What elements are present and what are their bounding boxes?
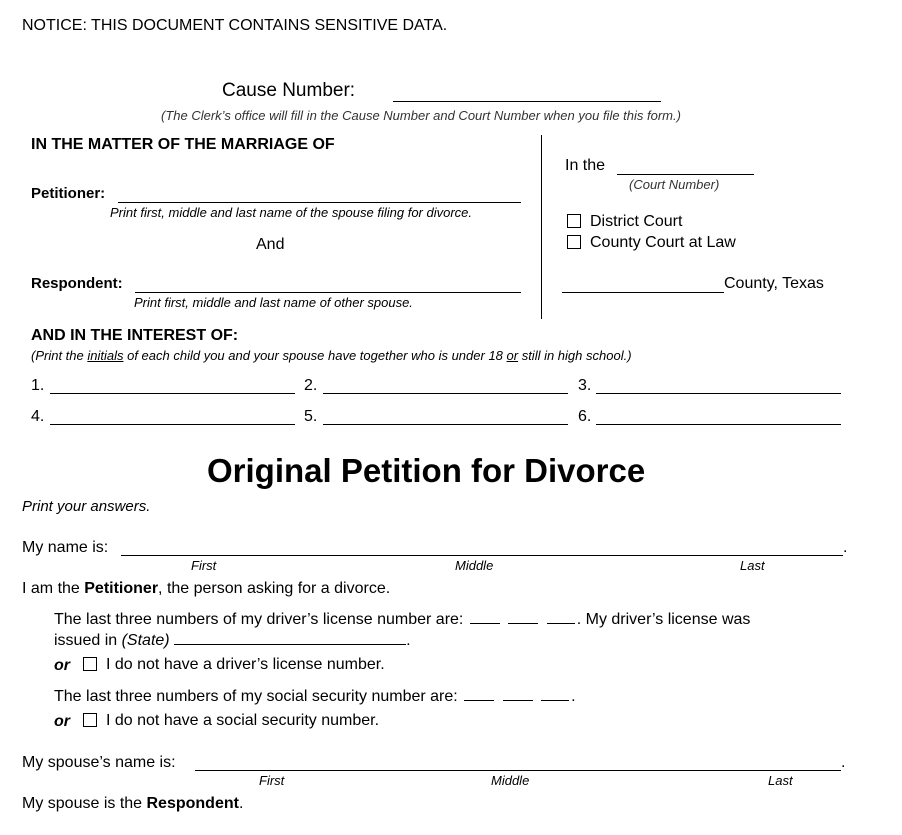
license-question: The last three numbers of my driver’s license number are: . My driver’s license was — [54, 611, 751, 628]
petitioner-label: Petitioner: — [31, 185, 106, 202]
spouse-name-field[interactable] — [195, 770, 841, 771]
my-name-first-hint: First — [191, 558, 217, 573]
ssn-digit-3-field[interactable] — [541, 699, 569, 701]
license-digit-2-field[interactable] — [508, 622, 538, 624]
license-or: or — [54, 657, 70, 674]
spouse-name-label: My spouse’s name is: — [22, 754, 176, 771]
child-initials-field-4[interactable] — [50, 424, 295, 425]
ssn-or: or — [54, 713, 70, 730]
cause-number-label: Cause Number: — [222, 80, 356, 101]
license-state-line: issued in (State) . — [54, 632, 411, 649]
county-texas-label: County, Texas — [724, 275, 824, 292]
child-initials-field-6[interactable] — [596, 424, 841, 425]
children-note: (Print the initials of each child you and your spouse have together who is under 18 or still in high school.) — [31, 348, 632, 363]
spouse-name-first-hint: First — [259, 773, 285, 788]
petitioner-statement: I am the Petitioner, the person asking for a divorce. — [22, 580, 391, 597]
child-initials-field-1[interactable] — [50, 393, 295, 394]
court-number-field[interactable] — [617, 174, 754, 175]
child-initials-field-3[interactable] — [596, 393, 841, 394]
no-ssn-checkbox[interactable] — [83, 713, 97, 727]
my-name-period: . — [843, 539, 848, 556]
child-number-5: 5. — [304, 408, 318, 425]
license-digit-1-field[interactable] — [470, 622, 500, 624]
respondent-label: Respondent: — [31, 275, 123, 292]
license-digit-3-field[interactable] — [547, 622, 575, 624]
matter-heading: IN THE MATTER OF THE MARRIAGE OF — [31, 136, 335, 153]
document-title: Original Petition for Divorce — [207, 452, 646, 489]
county-court-checkbox[interactable] — [567, 235, 581, 249]
my-name-middle-hint: Middle — [455, 558, 494, 573]
instructions: Print your answers. — [22, 498, 151, 515]
no-ssn-label: I do not have a social security number. — [106, 712, 380, 729]
my-name-last-hint: Last — [740, 558, 765, 573]
children-heading: AND IN THE INTEREST OF: — [31, 327, 239, 344]
caption-divider — [541, 135, 542, 319]
district-court-checkbox[interactable] — [567, 214, 581, 228]
ssn-digit-2-field[interactable] — [503, 699, 533, 701]
county-court-label: County Court at Law — [590, 234, 736, 251]
child-number-6: 6. — [578, 408, 592, 425]
and-text: And — [256, 236, 285, 253]
district-court-label: District Court — [590, 213, 683, 230]
petitioner-hint: Print first, middle and last name of the spouse filing for divorce. — [110, 205, 473, 220]
license-state-field[interactable] — [174, 643, 406, 645]
my-name-field[interactable] — [121, 555, 843, 556]
no-license-checkbox[interactable] — [83, 657, 97, 671]
spouse-name-last-hint: Last — [768, 773, 793, 788]
my-name-label: My name is: — [22, 539, 109, 556]
no-license-label: I do not have a driver’s license number. — [106, 656, 385, 673]
cause-number-field[interactable] — [393, 101, 661, 102]
county-field[interactable] — [562, 292, 724, 293]
child-number-3: 3. — [578, 377, 592, 394]
spouse-name-period: . — [841, 754, 846, 771]
respondent-name-field[interactable] — [135, 292, 521, 293]
child-number-4: 4. — [31, 408, 45, 425]
spouse-name-middle-hint: Middle — [491, 773, 530, 788]
ssn-question: The last three numbers of my social security number are: . — [54, 688, 576, 705]
child-initials-field-2[interactable] — [323, 393, 568, 394]
child-number-1: 1. — [31, 377, 45, 394]
in-the-label: In the — [565, 157, 606, 174]
petitioner-name-field[interactable] — [118, 202, 521, 203]
ssn-digit-1-field[interactable] — [464, 699, 494, 701]
sensitive-data-notice: NOTICE: THIS DOCUMENT CONTAINS SENSITIVE DATA. — [22, 17, 448, 34]
child-number-2: 2. — [304, 377, 318, 394]
court-number-hint: (Court Number) — [629, 177, 720, 192]
respondent-hint: Print first, middle and last name of other spouse. — [134, 295, 413, 310]
child-initials-field-5[interactable] — [323, 424, 568, 425]
cause-number-note: (The Clerk’s office will fill in the Cause Number and Court Number when you file this form.) — [161, 108, 681, 123]
respondent-statement: My spouse is the Respondent. — [22, 795, 244, 812]
